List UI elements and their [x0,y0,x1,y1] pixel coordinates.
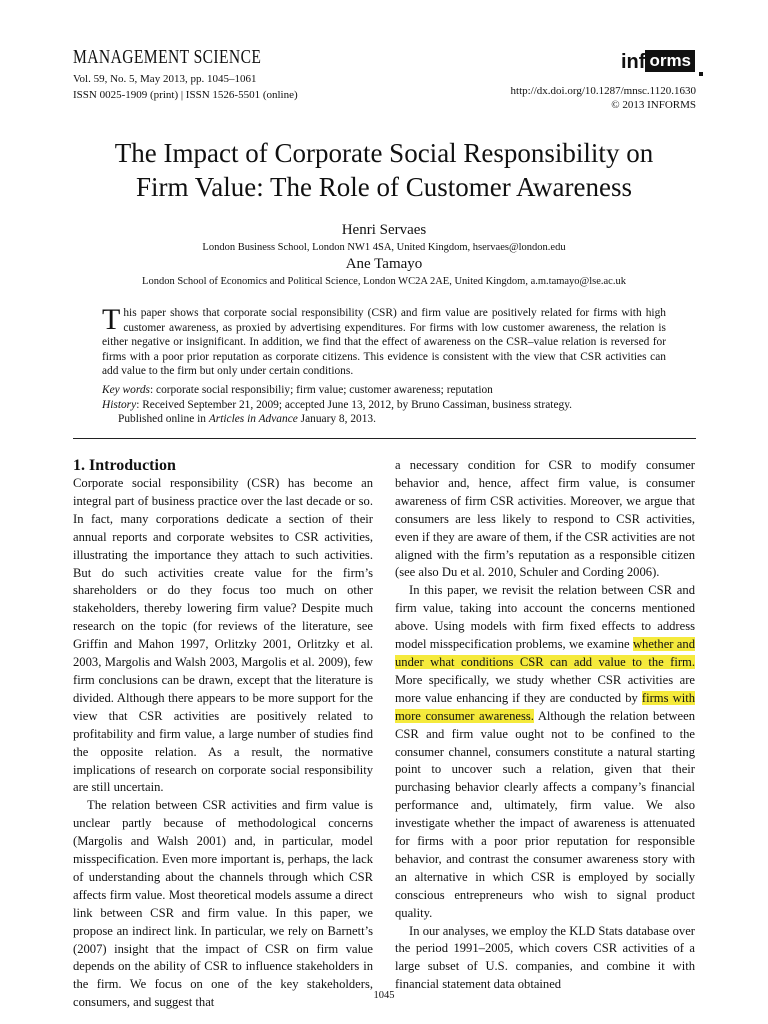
journal-title: MANAGEMENT SCIENCE [73,46,262,68]
keywords-text: : corporate social responsibiliy; firm value; customer awareness; reputation [150,384,493,396]
logo-dot [699,72,703,76]
history-text: : Received September 21, 2009; accepted June 13, 2012, by Bruno Cassiman, business strategy. [136,399,573,411]
keywords-label: Key words [102,384,150,396]
abstract [102,303,666,379]
abstract-text: his paper shows that corporate social responsibility (CSR) and firm value are positively related for firms with high customer awareness, as proxied by advertising expenditures. For firms with low customer awareness, the relation is either negative or insignificant. In addition, we find that the effect of awareness on the CSR–value relation is reversed for firms with a poor prior reputation as corporate citizens. This evidence is consistent with the view that CSR activities can add value to the firm but only under certain conditions. [102,307,666,377]
highlighted-text[interactable]: firms with more consumer awareness. [395,690,695,723]
history [102,398,666,413]
paragraph: a necessary condition for CSR to modify consumer behavior and, hence, affect firm value, is consumer awareness of firm CSR activities. Moreover, we argue that consumers are less likely to respond to CSR activities, even if they are aware of them, if the CSR activities are not aligned with the firm’s reputation as a responsible citizen (see also Du et al. 2010, Schuler and Cording 2006). [395,458,695,580]
paragraph-text: More specifically, we study whether CSR activities are more value enhancing if they are conducted by [395,672,695,705]
article-title [0,136,768,204]
informs-logo [621,50,697,74]
paragraph [395,582,695,922]
title-line-1: The Impact of Corporate Social Responsibility on [114,138,654,168]
paragraph-text: Although the relation between CSR and firm value ought not to be confined to the consumer channel, consumers constitute a natural starting point to uncover such a relation, given that their purchasing behavior clearly affects a company’s financial performance and, ultimately, firm value. We also investigate whether the impact of awareness is attenuated for firms with a poor prior reputation for responsible behavior, and contrast the consumer awareness story with an alternative in which CSR is employed by socially conscious entrepreneurs who wish to signal product quality. [395,708,695,920]
page-number: 1045 [373,990,395,1001]
published-prefix: Published online in [118,413,209,425]
author-name: Ane Tamayo [345,256,423,272]
keywords [102,383,666,398]
history-label: History [102,399,137,411]
paragraph: In our analyses, we employ the KLD Stats database over the period 1991–2005, which covers CSR activities of a large subset of U.S. companies, and combine it with financial statement data obtained [395,923,695,992]
logo-box: orms [645,50,695,72]
author-affiliation: London Business School, London NW1 4SA, United Kingdom, hservaes@london.edu [202,242,566,253]
published-online [118,412,666,427]
author-name: Henri Servaes [341,222,427,238]
author-affiliation: London School of Economics and Political Science, London WC2A 2AE, United Kingdom, a.m.tamayo@lse.ac.uk [142,276,626,287]
paragraph-text: In this paper, we revisit the relation between CSR and firm value, taking into account the concerns mentioned above. Using models with firm fixed effects to address model misspecification problems, we examine [395,583,695,652]
volume-line: Vol. 59, No. 5, May 2013, pp. 1045–1061 [73,73,257,85]
left-column [73,475,373,1012]
highlighted-text[interactable]: whether and under what conditions CSR can add value to the firm. [395,637,695,669]
copyright-line: © 2013 INFORMS [611,99,696,111]
title-line-2: Firm Value: The Role of Customer Awareness [136,172,632,202]
right-column [395,457,695,994]
section-heading: 1. Introduction [73,457,176,474]
paragraph: Corporate social responsibility (CSR) has become an integral part of business practice over the last decade or so. In fact, many corporations dedicate a section of their annual reports and corporate websites to CSR activities, illustrating the importance they attach to such activities. But do such activities create value for the firm’s shareholders or do they focus too much on other stakeholders, thereby lowering firm value? Despite much research on the topic (for reviews of the literature, see Griffin and Mahon 1997, Orlitzky 2001, Orlitzky et al. 2003, Margolis and Walsh 2003, Margolis et al. 2009), few firm conclusions can be drawn, except that the literature is divided. Although there appears to be more support for the view that CSR activities are positively related to profitability and firm value, a large number of studies find the opposite relation. As a result, the normative implications of research on corporate social responsibility are still uncertain. [73,476,373,795]
abstract-dropcap: T [102,303,121,336]
doi-link[interactable]: http://dx.doi.org/10.1287/mnsc.1120.1630 [510,85,696,97]
section-divider [73,438,696,439]
published-venue: Articles in Advance [208,413,298,425]
paragraph: The relation between CSR activities and firm value is unclear partly because of methodological concerns (Margolis and Walsh 2001) and, in particular, model misspecification. Even more important is, perhaps, the lack of understanding about the channels through which CSR affects firm value. Most theoretical models assume a direct link between CSR and firm value. In this paper, we propose an indirect link. In particular, we rely on Barnett’s (2007) insight that the impact of CSR on firm value depends on the ability of CSR to influence stakeholders in the firm. We focus on one of the key stakeholders, consumers, and suggest that [73,798,373,1010]
published-suffix: January 8, 2013. [297,413,376,425]
issn-line: ISSN 0025-1909 (print) | ISSN 1526-5501 (online) [73,89,298,101]
logo-prefix: inf [621,51,646,73]
